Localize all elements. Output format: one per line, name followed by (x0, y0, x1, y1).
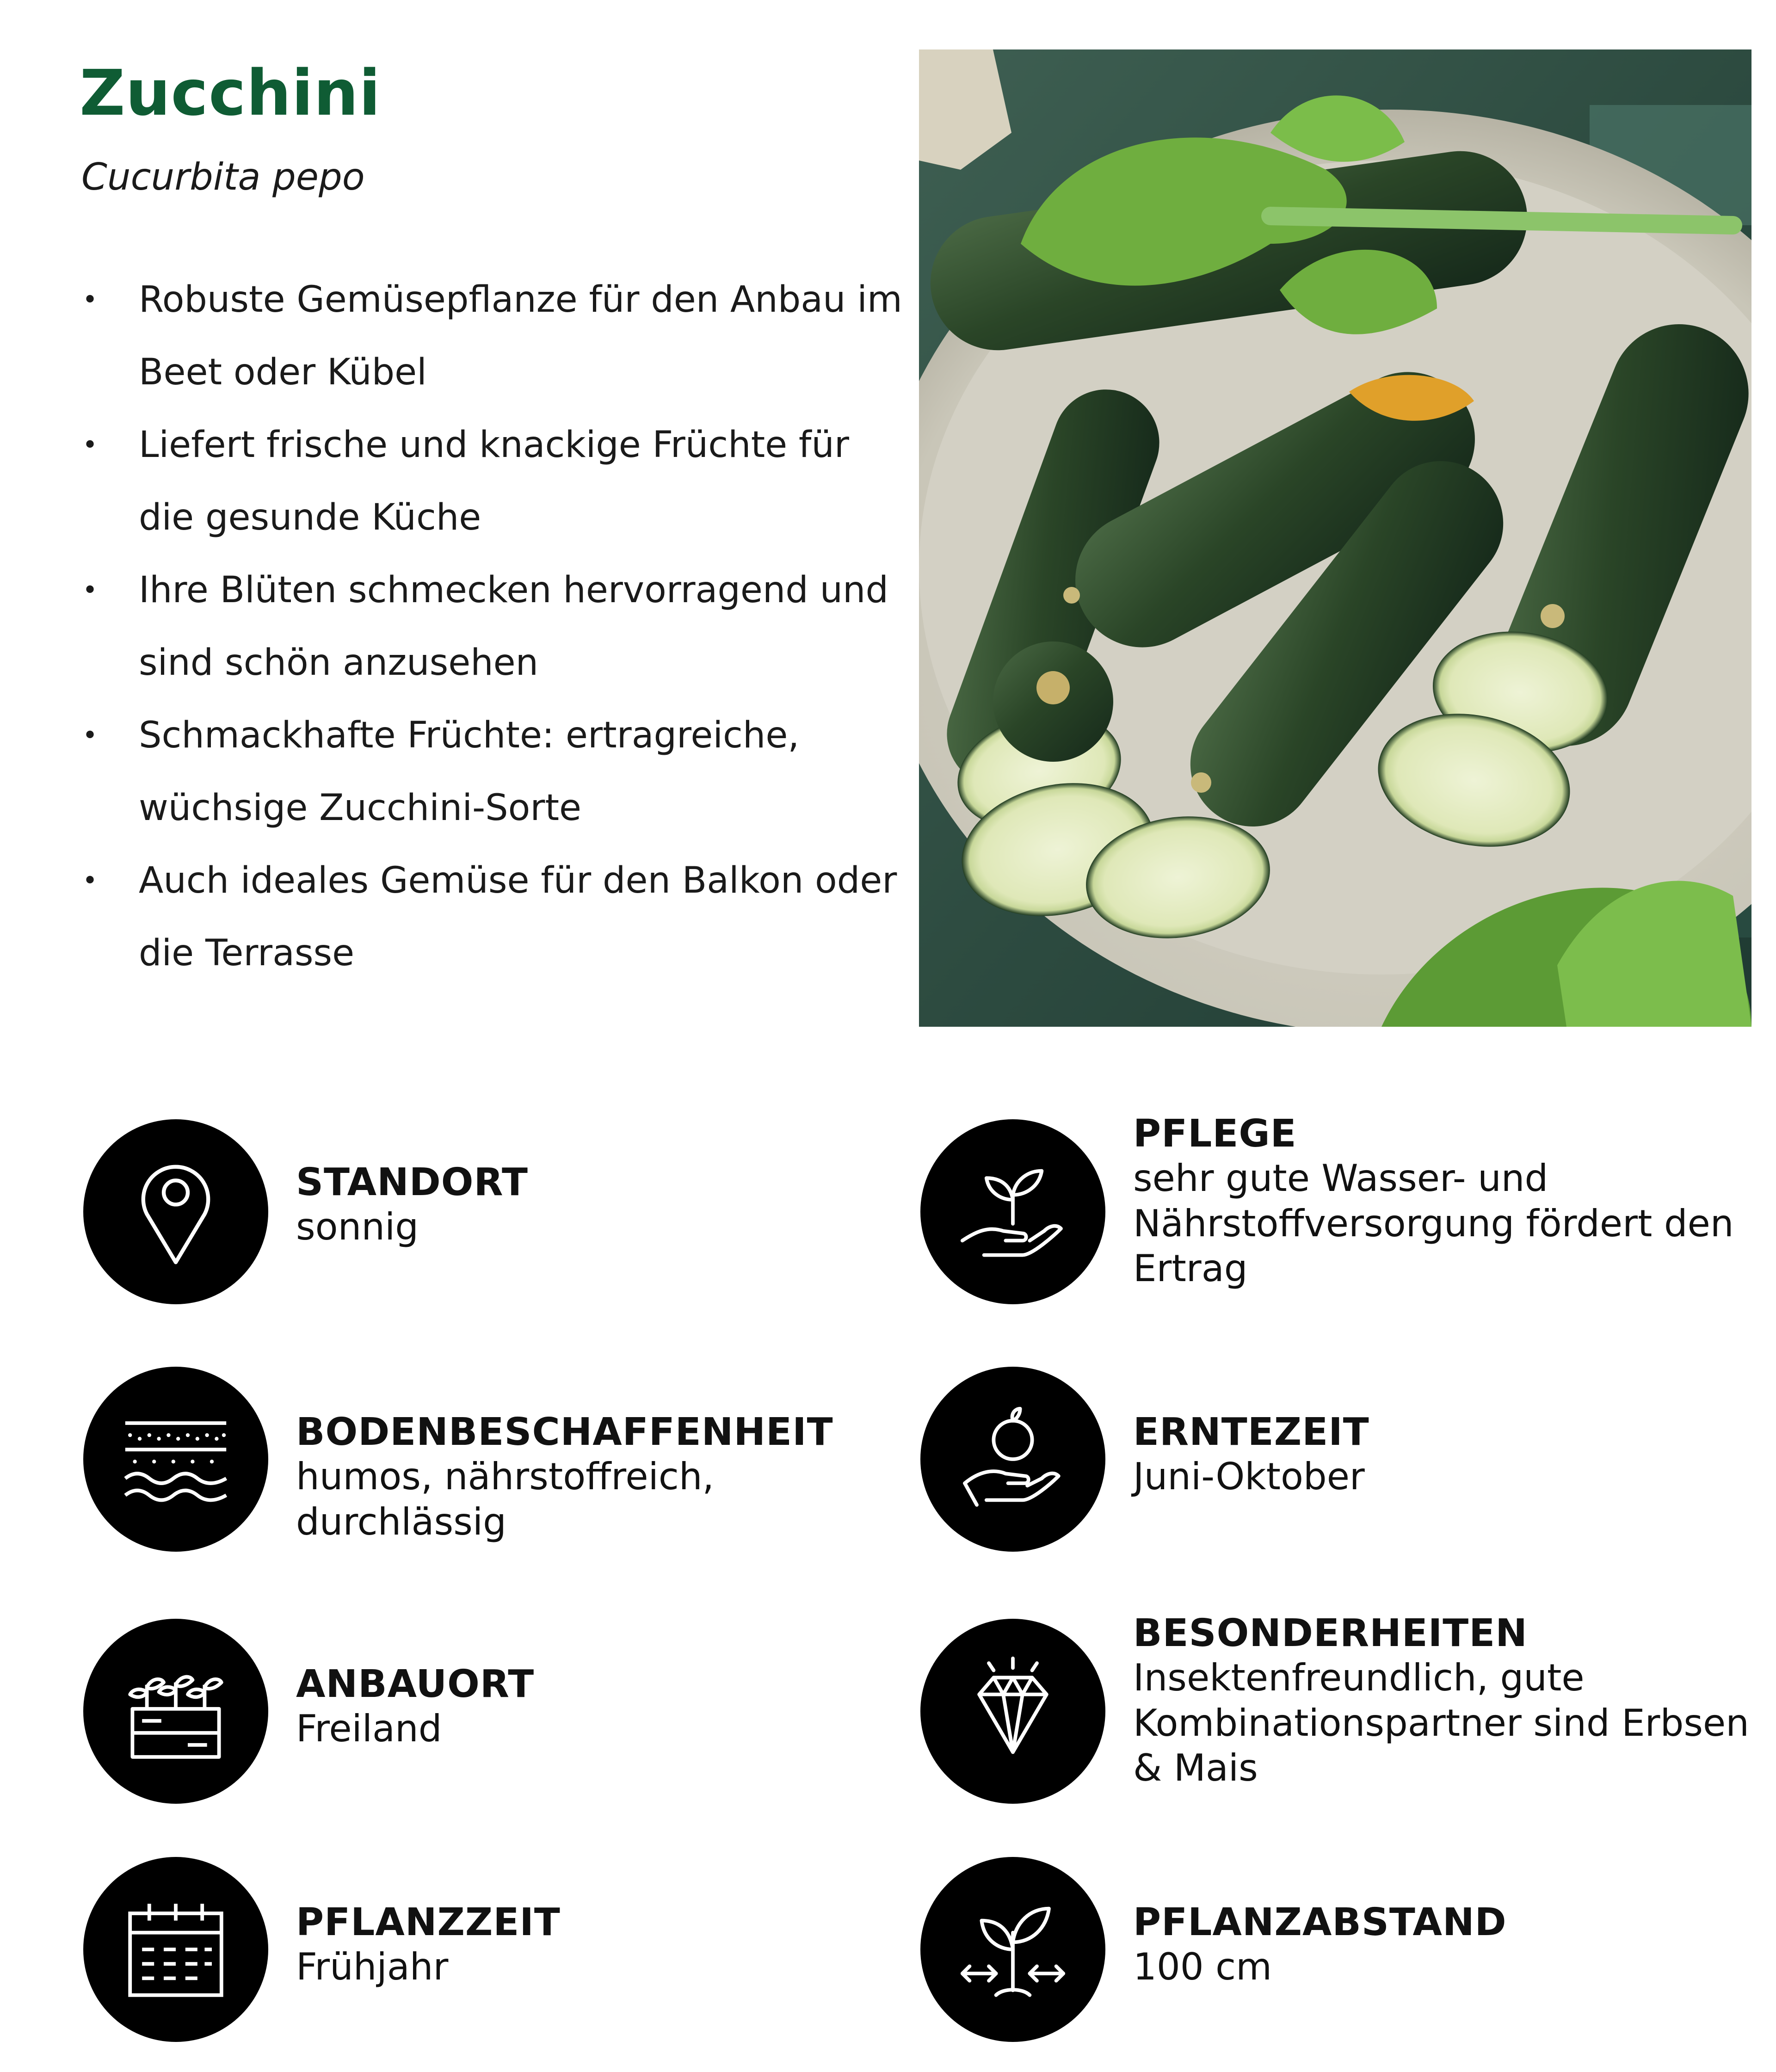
bullet-text: Ihre Blüten schmecken hervorragend und sind schön anzusehen (139, 569, 888, 684)
feature-label: ERNTEZEIT (1133, 1410, 1369, 1454)
product-title: Zucchini (80, 57, 381, 130)
bullet-dot: • (82, 285, 98, 315)
soil-layers-icon (83, 1367, 268, 1552)
feature-value: Insektenfreundlich, gute Kombinationspartner sind Erbsen & Mais (1133, 1656, 1749, 1790)
feature-value: Juni-Oktober (1133, 1455, 1365, 1498)
feature-label: PFLANZZEIT (296, 1900, 561, 1944)
bullet-dot: • (82, 866, 98, 896)
list-item (79, 264, 911, 409)
feature-label: BODENBESCHAFFENHEIT (296, 1410, 833, 1454)
feature-anbauort (83, 1619, 916, 1813)
feature-pflanzzeit (83, 1857, 916, 2051)
location-pin-icon (83, 1119, 268, 1304)
bullet-text: Schmackhafte Früchte: ertragreiche, wüchsige Zucchini-Sorte (139, 715, 800, 829)
feature-label: PFLANZABSTAND (1133, 1900, 1507, 1944)
feature-value: Freiland (296, 1707, 442, 1751)
feature-value: sehr gute Wasser- und Nährstoffversorgung fördert den Ertrag (1133, 1157, 1734, 1290)
list-item (79, 409, 911, 554)
feature-standort (83, 1119, 916, 1314)
feature-besonderheiten (920, 1611, 1753, 1813)
hand-seedling-icon (920, 1119, 1105, 1304)
list-item (79, 845, 911, 990)
bullet-text: Auch ideales Gemüse für den Balkon oder die Terrasse (139, 860, 897, 974)
latin-name: Cucurbita pepo (81, 155, 365, 198)
feature-value: sonnig (296, 1205, 419, 1249)
feature-value: Frühjahr (296, 1945, 449, 1989)
feature-pflanzabstand (920, 1857, 1753, 2051)
feature-label: BESONDERHEITEN (1133, 1611, 1528, 1655)
product-photo (919, 49, 1751, 1027)
feature-label: PFLEGE (1133, 1112, 1297, 1156)
list-item (79, 699, 911, 845)
feature-erntezeit (920, 1367, 1753, 1561)
feature-value: 100 cm (1133, 1945, 1272, 1989)
calendar-icon (83, 1857, 268, 2042)
feature-label: ANBAUORT (296, 1662, 535, 1706)
feature-value: humos, nährstoffreich, durchlässig (296, 1455, 714, 1543)
hand-fruit-icon (920, 1367, 1105, 1552)
feature-label: STANDORT (296, 1160, 528, 1204)
bullet-text: Liefert frische und knackige Früchte für die gesunde Küche (139, 424, 849, 538)
bullet-dot: • (82, 575, 98, 605)
bullet-text: Robuste Gemüsepflanze für den Anbau im Beet oder Kübel (139, 279, 902, 393)
plant-spacing-icon (920, 1857, 1105, 2042)
planter-box-icon (83, 1619, 268, 1804)
bullet-dot: • (82, 430, 98, 460)
list-item (79, 554, 911, 699)
feature-bullet-list (79, 264, 911, 990)
diamond-icon (920, 1619, 1105, 1804)
feature-pflege (920, 1112, 1753, 1314)
bullet-dot: • (82, 721, 98, 751)
feature-boden (83, 1367, 916, 1561)
